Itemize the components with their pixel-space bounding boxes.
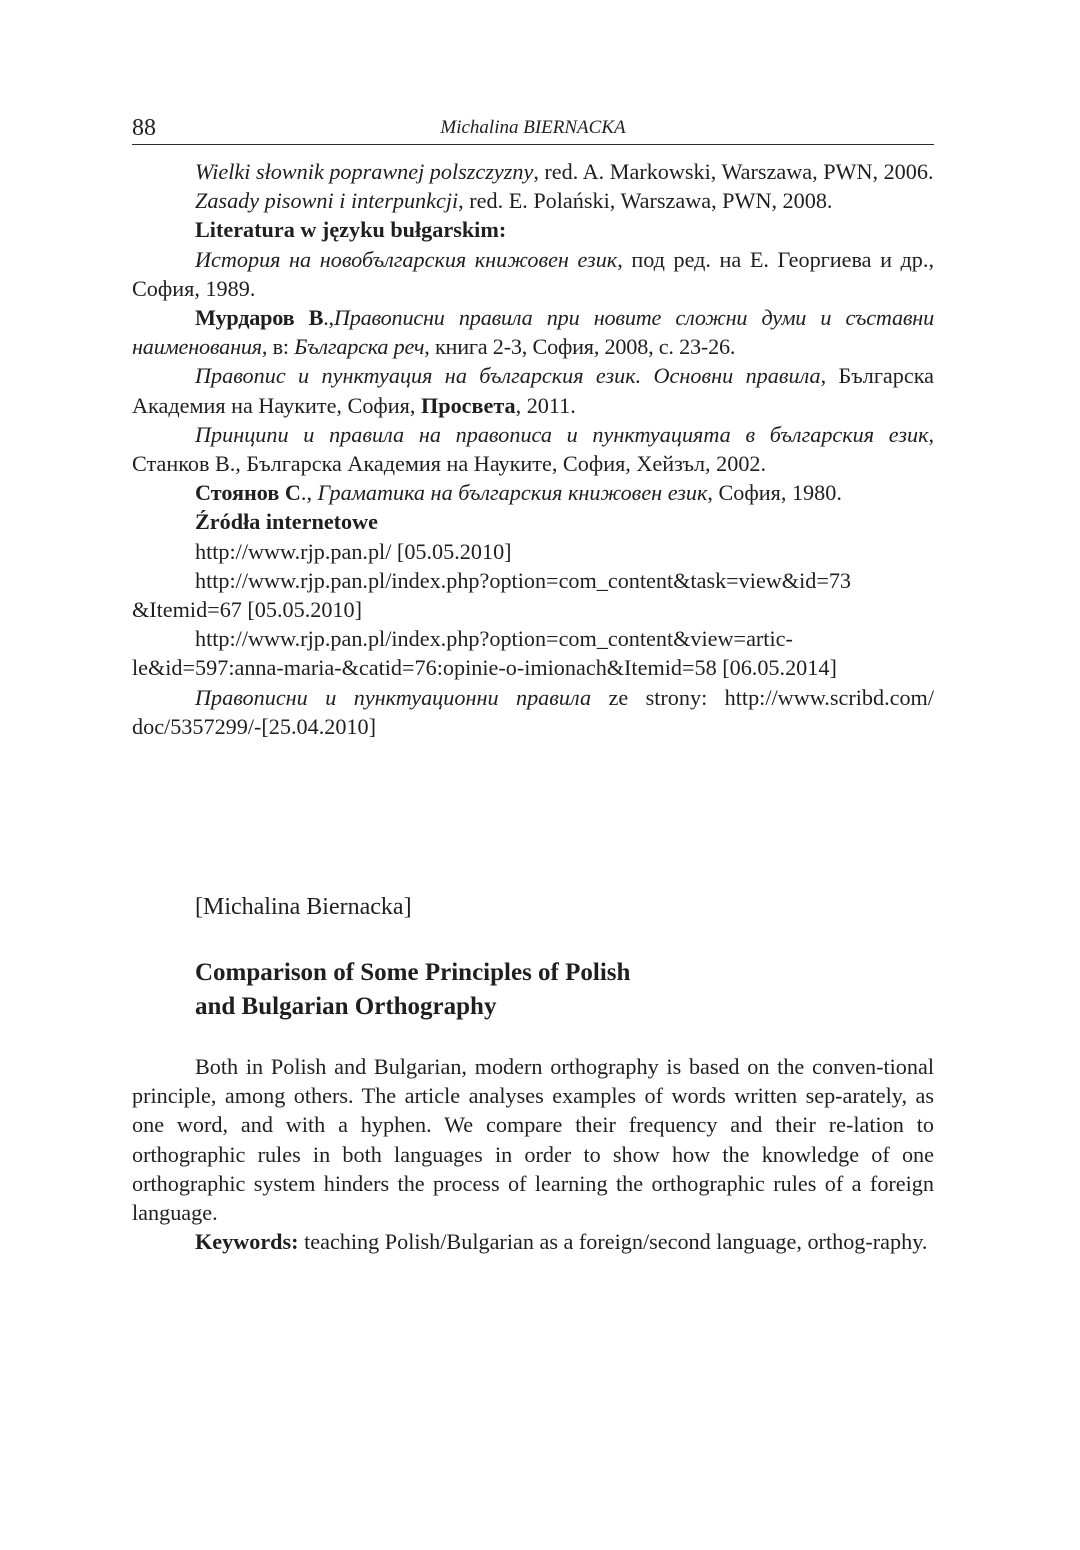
reference-title: История на новобългарския книжовен език bbox=[195, 246, 618, 272]
reference-author: Мурдаров В bbox=[195, 305, 324, 331]
keywords-text: teaching Polish/Bulgarian as a foreign/second language, orthog-raphy. bbox=[298, 1229, 928, 1255]
reference-publisher: Просвета bbox=[420, 392, 516, 418]
reference-item: Wielki słownik poprawnej polszczyzny, red. A. Markowski, Warszawa, PWN, 2006. bbox=[195, 159, 934, 184]
reference-title: Wielki słownik poprawnej polszczyzny bbox=[195, 159, 534, 184]
reference-item: Принципи и правила на правописа и пунктуацията в българския език, Станков В., Българска Академия на Науките, София, Хейзъл, 2002. bbox=[132, 421, 934, 477]
reference-title: Zasady pisowni i interpunkcji bbox=[195, 188, 459, 214]
section-heading-internet: Źródła internetowe bbox=[195, 509, 379, 535]
summary-author: [Michalina Biernacka] bbox=[195, 894, 412, 920]
reference-item: Правопис и пунктуация на българския език. Основни правила, Българска Академия на Науките, София, Просвета, 2011. bbox=[132, 363, 935, 418]
reference-title: Граматика на българския книжовен език bbox=[317, 480, 708, 506]
reference-title: Правописни правила при новите сложни думи и съставни наименования bbox=[132, 305, 934, 360]
reference-title: Правописни и пунктуационни правила bbox=[195, 684, 592, 710]
keywords-label: Keywords: bbox=[195, 1229, 299, 1255]
summary-title-line: Comparison of Some Principles of Polish bbox=[195, 959, 631, 986]
reference-title: Правопис и пунктуация на българския език. Основни правила bbox=[195, 363, 821, 389]
reference-journal: Българска реч bbox=[294, 334, 425, 360]
section-heading-bulgarian: Literatura w języku bułgarskim: bbox=[195, 217, 507, 243]
url-item: http://www.rjp.pan.pl/index.php?option=com_content&view=artic-le&id=597:anna-maria-&catid=76:opinie-o-imionach&Itemid=58 [06.05.2014] bbox=[132, 626, 837, 681]
reference-title: Принципи и правила на правописа и пунктуацията в българския език bbox=[195, 421, 929, 447]
reference-item: Стоянов С., Граматика на българския книжовен език, София, 1980. bbox=[195, 480, 842, 506]
keywords-paragraph bbox=[132, 1227, 934, 1256]
running-head: Michalina BIERNACKA bbox=[440, 117, 626, 138]
summary-title bbox=[195, 956, 895, 1024]
reference-item: Правописни и пунктуационни правила ze strony: http://www.scribd.com/ doc/5357299/-[25.04.2010] bbox=[132, 684, 934, 739]
page-number: 88 bbox=[132, 115, 156, 141]
reference-item: Мурдаров В.,Правописни правила при новите сложни думи и съставни наименования, в: Българска реч, книга 2-3, София, 2008, с. 23-26. bbox=[132, 305, 934, 360]
summary-title-line: and Bulgarian Orthography bbox=[195, 993, 497, 1020]
abstract-paragraph: Both in Polish and Bulgarian, modern orthography is based on the conven-tional principle, among others. The article analyses examples of words written sep-arately, as one word, and with a hyphen. We compare their frequency and their re-lation to orthographic rules in both languages in order to show how the knowledge of one orthographic system hinders the process of learning the orthographic rules of a foreign language. bbox=[132, 1054, 934, 1226]
url-item: http://www.rjp.pan.pl/index.php?option=com_content&task=view&id=73 &Itemid=67 [05.05.2010] bbox=[132, 567, 852, 623]
page-header bbox=[132, 112, 934, 145]
url-item: http://www.rjp.pan.pl/ [05.05.2010] bbox=[195, 538, 512, 564]
reference-item: Zasady pisowni i interpunkcji, red. E. Polański, Warszawa, PWN, 2008. bbox=[195, 188, 833, 214]
reference-item: История на новобългарския книжовен език, под ред. на Е. Георгиева и др., София, 1989. bbox=[132, 246, 934, 301]
bibliography bbox=[132, 157, 934, 741]
summary-abstract bbox=[132, 1052, 934, 1256]
reference-author: Стоянов С bbox=[195, 480, 301, 506]
